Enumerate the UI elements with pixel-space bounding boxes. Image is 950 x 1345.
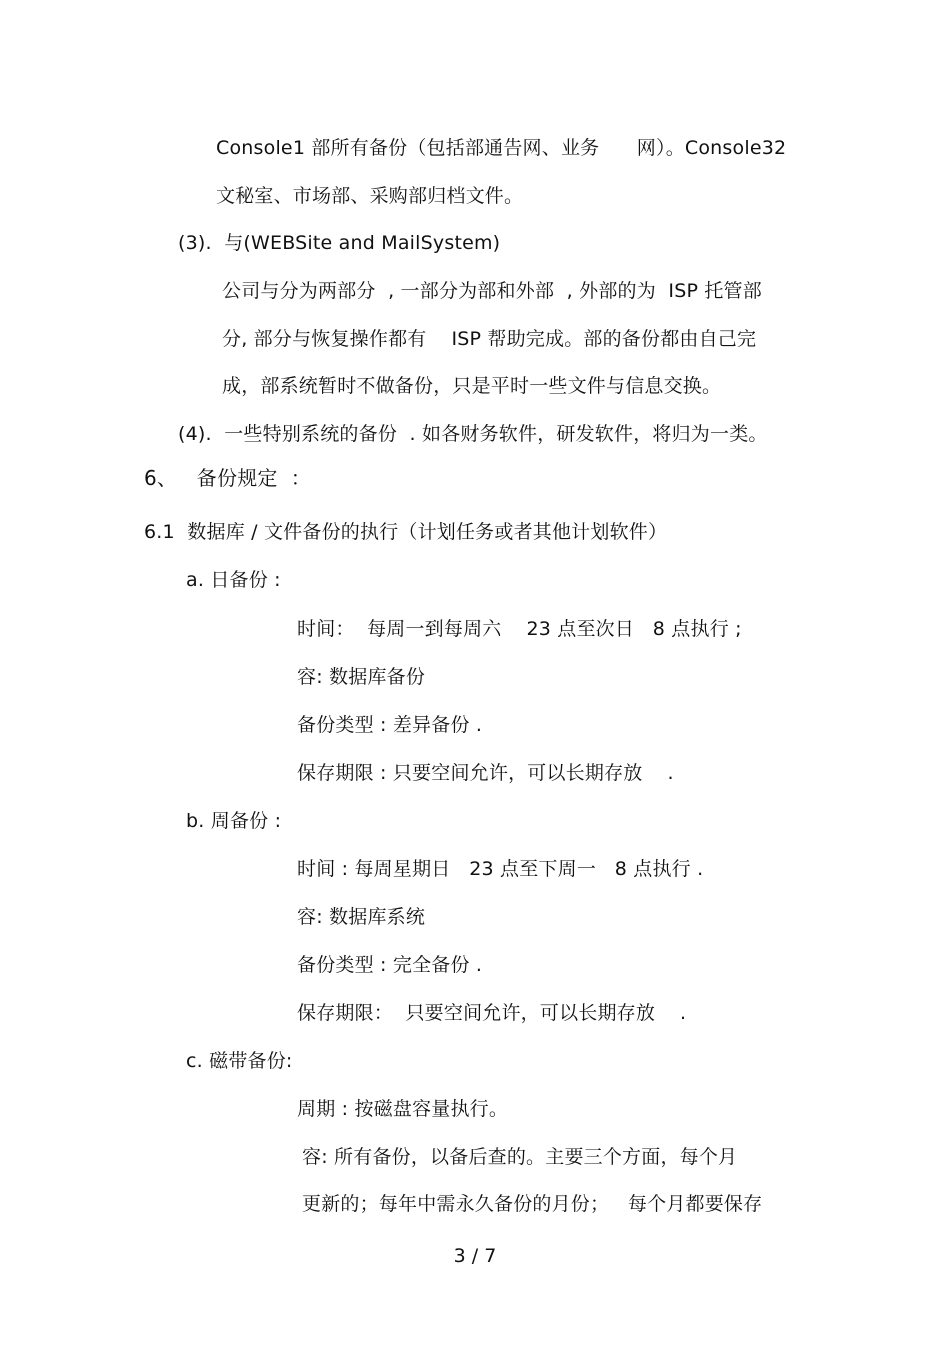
- section-heading-6: 6、 备份规定 ：: [144, 466, 311, 490]
- item-heading-c: c. 磁带备份:: [186, 1050, 293, 1072]
- text-line-tape-content-1: 容: 所有备份，以备后查的。主要三个方面，每个月: [302, 1146, 738, 1168]
- text-line-daily-time: 时间： 每周一到每周六 23 点至次日 8 点执行 ;: [297, 618, 742, 640]
- text-line-tape-cycle: 周期 : 按磁盘容量执行。: [297, 1098, 509, 1120]
- text-line-weekly-type: 备份类型 : 完全备份 .: [297, 954, 483, 976]
- text-line-4: 公司与分为两部分 , 一部分为部和外部 , 外部的为 ISP 托管部: [222, 280, 762, 302]
- text-line-2: 文秘室、市场部、采购部归档文件。: [216, 185, 524, 207]
- text-line-daily-type: 备份类型 : 差异备份 .: [297, 714, 483, 736]
- text-line-5: 分, 部分与恢复操作都有 ISP 帮助完成。部的备份都由自己完: [222, 328, 757, 350]
- text-line-daily-content: 容: 数据库备份: [297, 666, 426, 688]
- text-line-weekly-time: 时间 : 每周星期日 23 点至下周一 8 点执行 .: [297, 858, 704, 880]
- item-heading-a: a. 日备份 :: [186, 569, 281, 591]
- text-line-6: 成，部系统暂时不做备份，只是平时一些文件与信息交换。: [222, 375, 722, 397]
- page-number: 3 / 7: [453, 1245, 497, 1267]
- text-line-weekly-retention: 保存期限： 只要空间允许，可以长期存放 .: [297, 1002, 687, 1024]
- text-line-1: Console1 部所有备份（包括部通告网、业务 网）。Console32: [216, 137, 787, 159]
- text-line-weekly-content: 容: 数据库系统: [297, 906, 426, 928]
- subsection-heading-6-1: 6.1 数据库 / 文件备份的执行（计划任务或者其他计划软件）: [144, 521, 668, 543]
- text-line-daily-retention: 保存期限 : 只要空间允许，可以长期存放 .: [297, 762, 674, 784]
- text-line-7: (4). 一些特别系统的备份 . 如各财务软件，研发软件，将归为一类。: [178, 423, 768, 445]
- text-line-tape-content-2: 更新的；每年中需永久备份的月份； 每个月都要保存: [302, 1193, 763, 1215]
- text-line-3: (3). 与(WEBSite and MailSystem): [178, 232, 501, 254]
- item-heading-b: b. 周备份 :: [186, 810, 282, 832]
